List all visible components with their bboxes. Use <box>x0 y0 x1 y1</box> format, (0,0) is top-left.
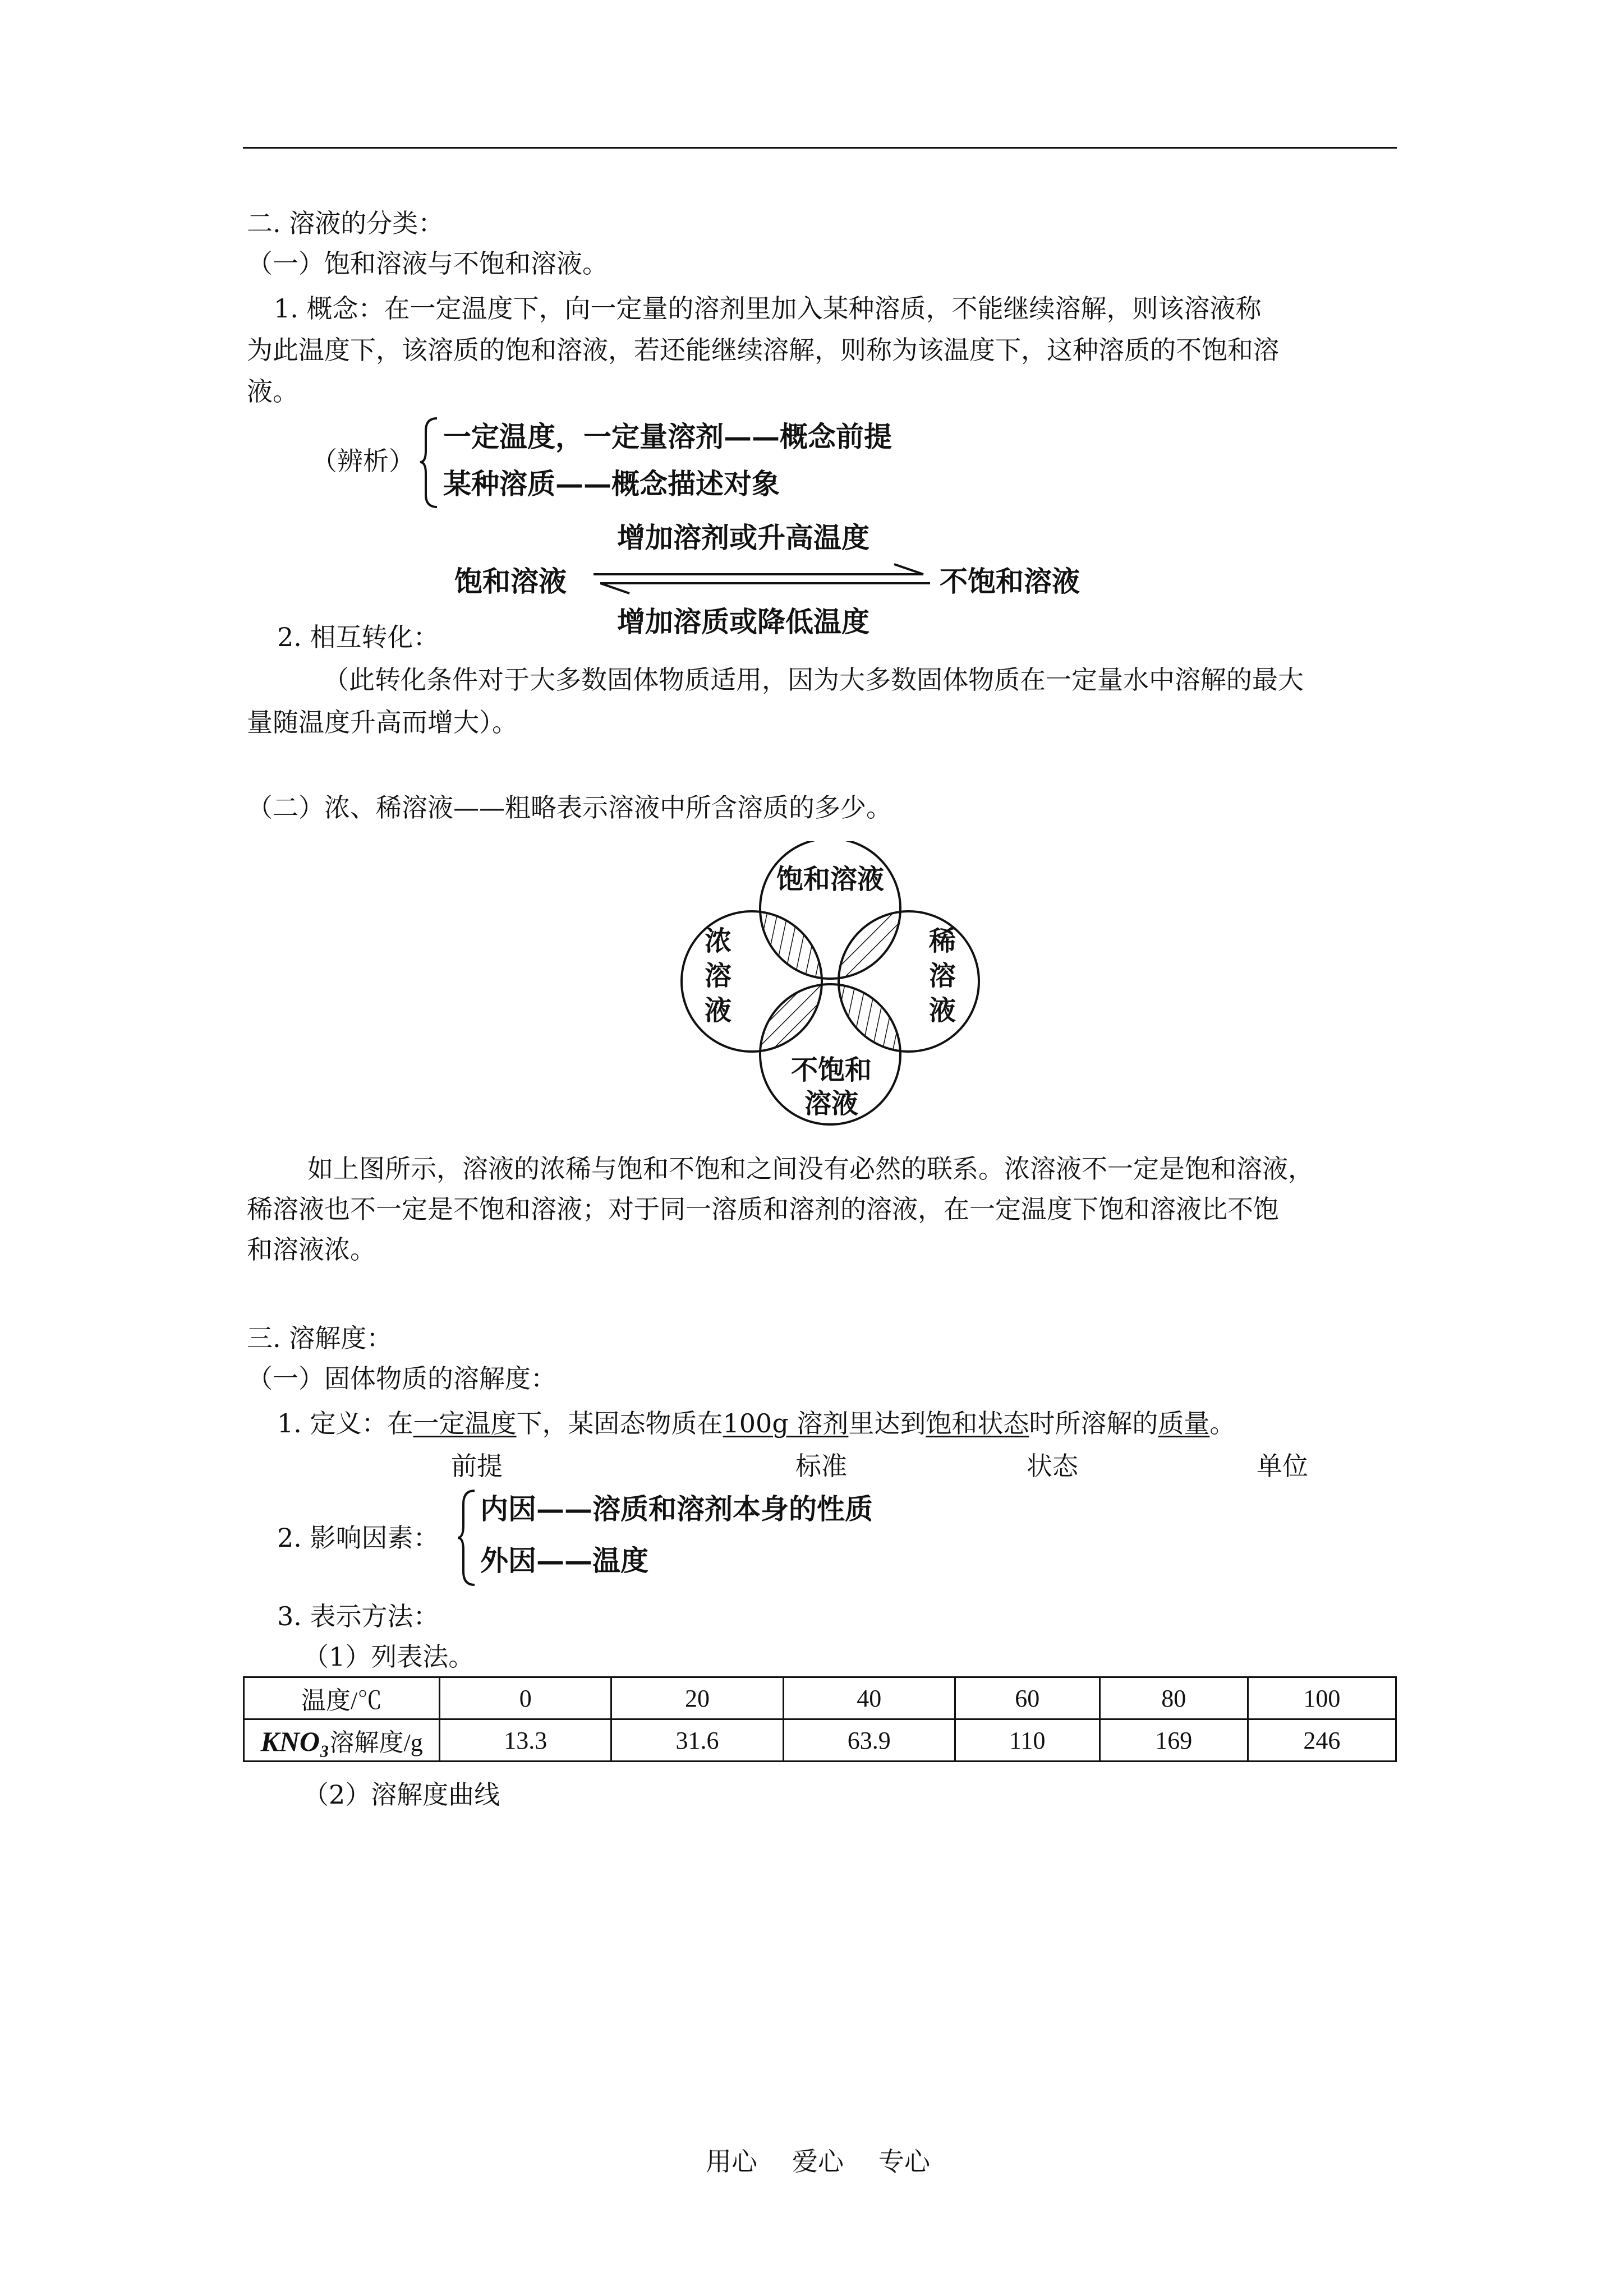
table-row <box>244 1719 1396 1762</box>
table-header-solubility: KNO₃溶解度/g <box>244 1719 440 1762</box>
factor-external: 外因——温度 <box>480 1544 648 1577</box>
table-cell: 63.9 <box>783 1719 955 1762</box>
venn-diagram <box>679 841 982 1144</box>
footer-text-3: 专心 <box>878 2146 930 2177</box>
table-header-temperature: 温度/℃ <box>244 1677 440 1719</box>
table-cell: 100 <box>1248 1677 1396 1719</box>
table-row <box>244 1677 1396 1719</box>
paragraph-line-2: 稀溶液也不一定是不饱和溶液；对于同一溶质和溶剂的溶液，在一定温度下饱和溶液比不饱 <box>247 1194 1279 1224</box>
label-standard: 标准 <box>795 1451 847 1481</box>
venn-label-concentrated-2: 溶 <box>704 960 732 992</box>
footer-text-1: 用心 <box>706 2146 757 2177</box>
subsection-concentration: （二）浓、稀溶液——粗略表示溶液中所含溶质的多少。 <box>247 792 892 823</box>
table-cell: 80 <box>1099 1677 1248 1719</box>
underline-standard: 100g 溶剂 <box>723 1408 849 1439</box>
venn-label-saturated: 饱和溶液 <box>776 864 885 895</box>
circle-dilute <box>839 911 979 1052</box>
note-line-1: （此转化条件对于大多数固体物质适用，因为大多数固体物质在一定量水中溶解的最大 <box>323 665 1304 695</box>
table-method: （1）列表法。 <box>303 1642 475 1672</box>
table-cell: 31.6 <box>611 1719 783 1762</box>
table-cell: 169 <box>1099 1719 1248 1762</box>
table-cell: 246 <box>1248 1719 1396 1762</box>
analysis-label: （辨析） <box>311 446 415 476</box>
header-rule <box>243 147 1397 149</box>
circle-concentrated <box>682 911 822 1052</box>
subsection-saturated: （一）饱和溶液与不饱和溶液。 <box>247 248 608 279</box>
table-cell: 60 <box>955 1677 1099 1719</box>
table-cell: 20 <box>611 1677 783 1719</box>
note-line-2: 量随温度升高而增大）。 <box>247 707 518 737</box>
mutual-conversion: 2. 相互转化： <box>277 622 439 652</box>
underline-unit: 质量 <box>1158 1408 1210 1439</box>
conversion-saturated: 饱和溶液 <box>454 565 567 598</box>
label-premise: 前提 <box>451 1451 503 1481</box>
table-cell: 13.3 <box>440 1719 611 1762</box>
analysis-item-1: 一定温度，一定量溶剂——概念前提 <box>443 420 892 453</box>
underline-state: 饱和状态 <box>926 1408 1029 1439</box>
factors-label: 2. 影响因素： <box>277 1523 439 1553</box>
concept-line-2: 为此温度下，该溶质的饱和溶液，若还能继续溶解，则称为该温度下，这种溶质的不饱和溶 <box>247 335 1279 365</box>
section-2-heading: 二. 溶液的分类： <box>247 208 444 238</box>
factor-internal: 内因——溶质和溶剂本身的性质 <box>480 1492 873 1525</box>
subsection-solid-solubility: （一）固体物质的溶解度： <box>247 1363 556 1394</box>
label-state: 状态 <box>1027 1451 1078 1481</box>
venn-label-dilute-1: 稀 <box>928 925 956 957</box>
paragraph-line-3: 和溶液浓。 <box>247 1234 376 1265</box>
curve-method: （2）溶解度曲线 <box>303 1779 500 1810</box>
concept-line-1: 1. 概念：在一定温度下，向一定量的溶剂里加入某种溶质，不能继续溶解，则该溶液称 <box>274 293 1262 324</box>
equilibrium-arrows <box>594 561 930 594</box>
venn-label-concentrated-3: 液 <box>704 995 732 1026</box>
analysis-item-2: 某种溶质——概念描述对象 <box>443 467 780 500</box>
conversion-unsaturated: 不饱和溶液 <box>940 565 1080 598</box>
concept-line-3: 液。 <box>247 376 298 407</box>
venn-label-concentrated-1: 浓 <box>704 925 732 957</box>
venn-label-unsaturated-2: 溶液 <box>804 1088 859 1119</box>
footer-text-2: 爱心 <box>792 2146 844 2177</box>
section-3-heading: 三. 溶解度： <box>247 1323 393 1353</box>
underline-premise: 一定温度 <box>413 1408 517 1439</box>
methods-heading: 3. 表示方法： <box>277 1601 439 1631</box>
factors-brace <box>456 1487 478 1588</box>
label-unit: 单位 <box>1257 1451 1308 1481</box>
paragraph-line-1: 如上图所示，溶液的浓稀与饱和不饱和之间没有必然的联系。浓溶液不一定是饱和溶液， <box>307 1154 1314 1184</box>
solubility-table <box>243 1676 1397 1762</box>
conversion-top-label: 增加溶剂或升高温度 <box>617 521 869 554</box>
venn-label-dilute-2: 溶 <box>928 960 956 992</box>
venn-label-dilute-3: 液 <box>928 995 956 1026</box>
conversion-bottom-label: 增加溶质或降低温度 <box>617 605 869 638</box>
kno3-formula: KNO₃ <box>260 1726 330 1757</box>
table-cell: 40 <box>783 1677 955 1719</box>
table-cell: 110 <box>955 1719 1099 1762</box>
definition-line: 1. 定义：在一定温度下，某固态物质在100g 溶剂里达到饱和状态时所溶解的质量。 <box>277 1408 1236 1439</box>
venn-label-unsaturated-1: 不饱和 <box>790 1054 872 1086</box>
analysis-brace <box>418 415 440 510</box>
table-cell: 0 <box>440 1677 611 1719</box>
